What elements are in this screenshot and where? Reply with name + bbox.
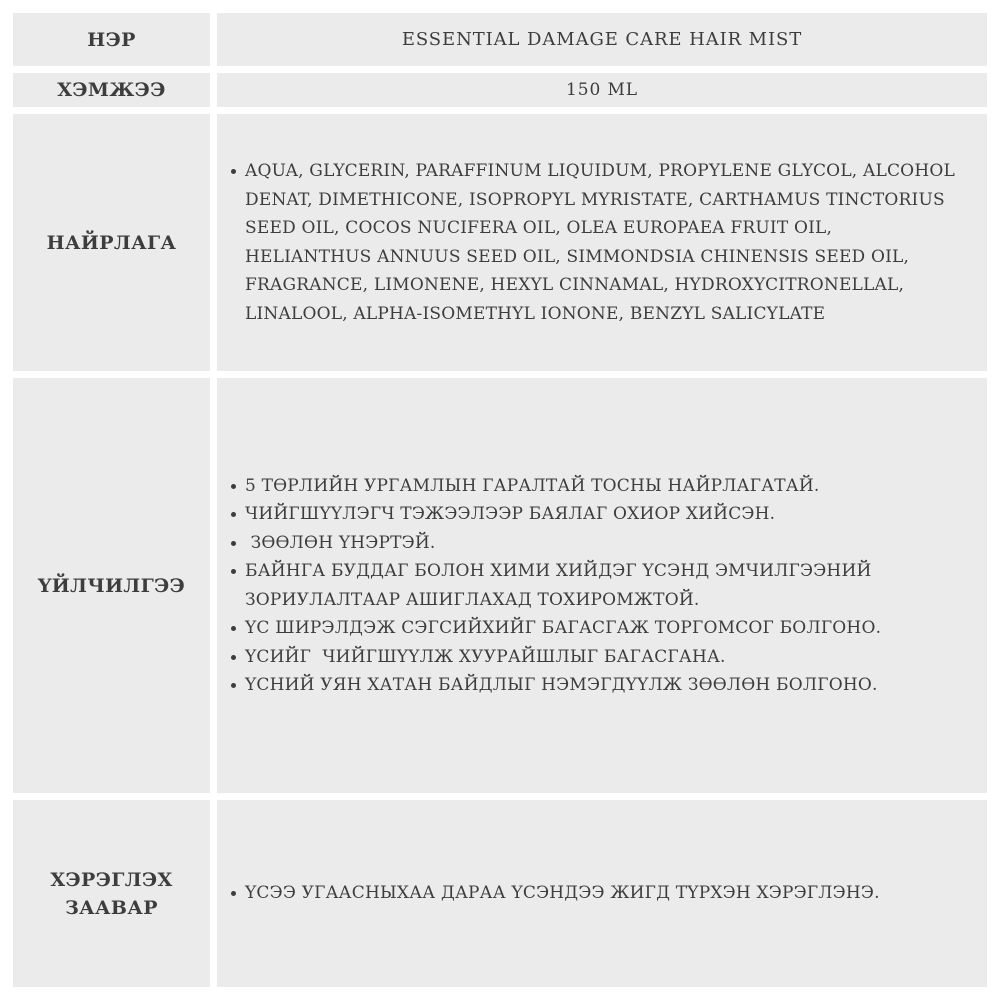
list-item: [230, 557, 957, 614]
product-name: ESSENTIAL DAMAGE CARE HAIR MIST: [401, 29, 803, 50]
row-name-value-cell: [217, 13, 987, 66]
row-ingredients-value-cell: [217, 114, 987, 371]
effect-text: ҮСНИЙ УЯН ХАТАН БАЙДЛЫГ НЭМЭГДҮҮЛЖ ЗӨӨЛӨН БОЛГОНО.: [245, 675, 878, 695]
bullet-icon: [231, 569, 236, 574]
bullet-icon: [231, 484, 236, 489]
row-usage-label: ХЭРЭГЛЭХ ЗААВАР: [50, 868, 173, 919]
product-size: 150 ML: [566, 80, 638, 100]
row-usage-label-cell: [13, 800, 210, 987]
bullet-icon: [231, 626, 236, 631]
list-item: [230, 500, 957, 529]
bullet-icon: [231, 891, 236, 896]
effect-text: ЗӨӨЛӨН ҮНЭРТЭЙ.: [245, 532, 436, 553]
ingredients-text: AQUA, GLYCERIN, PARAFFINUM LIQUIDUM, PROPYLENE GLYCOL, ALCOHOL DENAT, DIMETHICONE, ISOPROPYL MYRISTATE, CARTHAMUS TINCTORIUS SEED OIL, COCOS NUCIFERA OIL, OLEA EUROPAEA FRUIT OIL, HELIANTHUS ANNUUS SEED OIL, SIMMONDSIA CHINENSIS SEED OIL, FRAGRANCE, LIMONENE, HEXYL CINNAMAL, HYDROXYCITRONELLAL, LINALOOL, ALPHA-ISOMETHYL IONONE, BENZYL SALICYLATE: [245, 161, 961, 324]
list-item: [230, 157, 961, 328]
row-effects-label: ҮЙЛЧИЛГЭЭ: [37, 574, 186, 597]
list-item: [230, 472, 957, 501]
row-usage-value-cell: [217, 800, 987, 987]
effect-text: 5 ТӨРЛИЙН УРГАМЛЫН ГАРАЛТАЙ ТОСНЫ НАЙРЛАГАТАЙ.: [245, 475, 820, 496]
usage-text: ҮСЭЭ УГААСНЫХАА ДАРАА ҮСЭНДЭЭ ЖИГД ТҮРХЭН ХЭРЭГЛЭНЭ.: [245, 883, 880, 904]
row-effects-label-cell: [13, 378, 210, 793]
bullet-icon: [231, 683, 236, 688]
list-item: [230, 671, 957, 700]
product-table: [13, 13, 987, 987]
row-size-label-cell: [13, 73, 210, 107]
row-name-label: НЭР: [87, 28, 136, 51]
list-item: [230, 614, 957, 643]
row-size-label: ХЭМЖЭЭ: [57, 79, 166, 101]
effect-text: ЧИЙГШҮҮЛЭГЧ ТЭЖЭЭЛЭЭР БАЯЛАГ ОХИОР ХИЙСЭН.: [245, 504, 776, 524]
effect-text: БАЙНГА БУДДАГ БОЛОН ХИМИ ХИЙДЭГ ҮСЭНД ЭМЧИЛГЭЭНИЙ ЗОРИУЛАЛТААР АШИГЛАХАД ТОХИРОМЖТОЙ.: [245, 561, 878, 610]
row-size-value-cell: [217, 73, 987, 107]
effect-text: ҮСИЙГ ЧИЙГШҮҮЛЖ ХУУРАЙШЛЫГ БАГАСГАНА.: [245, 646, 726, 667]
list-item: [230, 879, 957, 908]
list-item: [230, 643, 957, 672]
bullet-icon: [231, 169, 236, 174]
bullet-icon: [231, 541, 236, 546]
effect-text: ҮС ШИРЭЛДЭЖ СЭГСИЙХИЙГ БАГАСГАЖ ТОРГОМСОГ БОЛГОНО.: [245, 618, 882, 638]
row-name-label-cell: [13, 13, 210, 66]
row-ingredients-label: НАЙРЛАГА: [46, 231, 177, 254]
list-item: [230, 529, 957, 558]
bullet-icon: [231, 655, 236, 660]
row-effects-value-cell: [217, 378, 987, 793]
bullet-icon: [231, 512, 236, 517]
row-ingredients-label-cell: [13, 114, 210, 371]
